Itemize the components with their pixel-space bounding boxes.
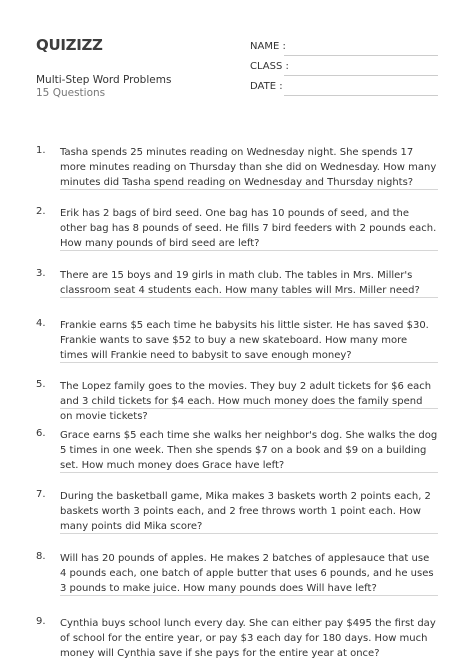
question-text: Cynthia buys school lunch every day. She can either pay $495 the first day of school for the entire year, or pay $3 each day for 180 days. How much money will Cynthia save if she pays for the entire year at once? bbox=[60, 618, 436, 660]
question-8 bbox=[36, 551, 438, 597]
answer-line[interactable] bbox=[60, 533, 438, 534]
quizizz-logo: QUIZIZZ bbox=[36, 36, 103, 54]
class-label: CLASS : bbox=[250, 61, 289, 72]
answer-line[interactable] bbox=[60, 408, 438, 409]
date-line bbox=[284, 95, 438, 96]
class-line bbox=[284, 75, 438, 76]
question-text: During the basketball game, Mika makes 3 baskets worth 2 points each, 2 baskets worth 3 points each, and 2 free throws worth 1 point each. How many points did Mika score? bbox=[60, 491, 431, 533]
question-number: 1. bbox=[36, 145, 46, 156]
name-label: NAME : bbox=[250, 41, 286, 52]
question-number: 5. bbox=[36, 379, 46, 390]
question-number: 6. bbox=[36, 428, 46, 439]
question-text: Grace earns $5 each time she walks her neighbor's dog. She walks the dog 5 times in one week. Then she spends $7 on a book and $9 on a building set. How much money does Grace have left? bbox=[60, 430, 438, 472]
question-number: 2. bbox=[36, 206, 46, 217]
name-line bbox=[284, 55, 438, 56]
date-label: DATE : bbox=[250, 81, 283, 92]
class-field[interactable] bbox=[250, 58, 438, 76]
worksheet-title: Multi-Step Word Problems bbox=[36, 74, 172, 86]
answer-line[interactable] bbox=[60, 189, 438, 190]
question-number: 3. bbox=[36, 268, 46, 279]
date-field[interactable] bbox=[250, 78, 438, 96]
name-field[interactable] bbox=[250, 38, 438, 56]
question-text: The Lopez family goes to the movies. They buy 2 adult tickets for $6 each and 3 child tickets for $4 each. How much money does the family spend on movie tickets? bbox=[60, 381, 432, 423]
question-2 bbox=[36, 206, 438, 252]
question-number: 7. bbox=[36, 489, 46, 500]
answer-line[interactable] bbox=[60, 362, 438, 363]
question-number: 9. bbox=[36, 616, 46, 627]
question-number: 4. bbox=[36, 318, 46, 329]
question-text: Will has 20 pounds of apples. He makes 2 batches of applesauce that use 4 pounds each, one batch of apple butter that uses 6 pounds, and he uses 3 pounds to make juice. How many pounds does Will have left? bbox=[60, 553, 434, 595]
question-text: Erik has 2 bags of bird seed. One bag has 10 pounds of seed, and the other bag has 8 pounds of seed. He fills 7 bird feeders with 2 pounds each. How many pounds of bird seed are left? bbox=[60, 208, 437, 250]
question-4 bbox=[36, 318, 438, 364]
answer-line[interactable] bbox=[60, 250, 438, 251]
question-text: Frankie earns $5 each time he babysits his little sister. He has saved $30. Frankie wants to save $52 to buy a new skateboard. How many more times will Frankie need to babysit to save enough money? bbox=[60, 320, 429, 362]
question-text: There are 15 boys and 19 girls in math club. The tables in Mrs. Miller's classroom seat 4 students each. How many tables will Mrs. Miller need? bbox=[60, 270, 420, 297]
question-5 bbox=[36, 379, 438, 423]
question-text: Tasha spends 25 minutes reading on Wednesday night. She spends 17 more minutes reading on Thursday than she did on Wednesday. How many minutes did Tasha spend reading on Wednesday and Thursday nights? bbox=[60, 147, 437, 189]
question-7 bbox=[36, 489, 438, 535]
question-9 bbox=[36, 616, 438, 662]
answer-line[interactable] bbox=[60, 595, 438, 596]
question-count: 15 Questions bbox=[36, 87, 106, 99]
question-6 bbox=[36, 428, 438, 474]
question-number: 8. bbox=[36, 551, 46, 562]
answer-line[interactable] bbox=[60, 472, 438, 473]
worksheet-header bbox=[0, 0, 474, 112]
question-3 bbox=[36, 268, 438, 299]
answer-line[interactable] bbox=[60, 297, 438, 298]
question-1 bbox=[36, 145, 438, 191]
